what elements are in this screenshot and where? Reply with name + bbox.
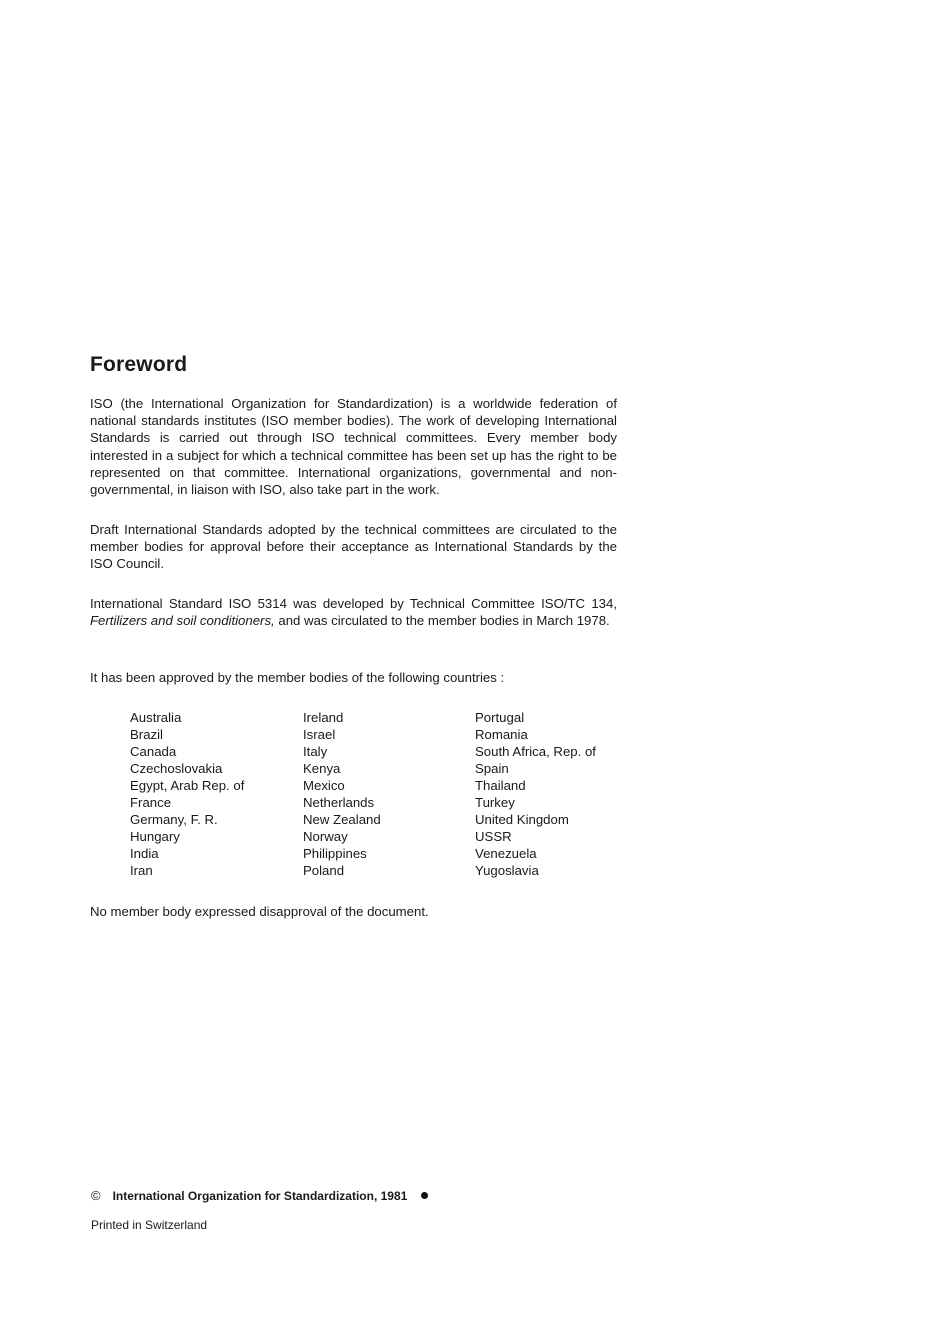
country-item: Ireland — [303, 710, 344, 725]
country-item: Turkey — [475, 795, 515, 810]
paragraph3-text-end: and was circulated to the member bodies in March 1978. — [278, 613, 610, 629]
country-item: New Zealand — [303, 812, 381, 827]
country-item: Germany, F. R. — [130, 812, 218, 827]
foreword-paragraph-no-disapproval: No member body expressed disapproval of the document. — [90, 904, 429, 919]
country-item: France — [130, 795, 172, 810]
foreword-paragraph-iso-intro: ISO (the International Organization for Standardization) is a worldwide federation of national standards institutes (ISO member bodies). The work of developing International Standards is carried out through ISO technical committees. Every member body interested in a subject for which a technical committee has been set up has the right to be represented on that committee. International organizations, governmental and non-governmental, in liaison with ISO, also take part in the work. — [90, 396, 617, 498]
printed-in-note: Printed in Switzerland — [91, 1218, 208, 1232]
countries-column-1 — [130, 709, 300, 879]
country-item: Thailand — [475, 778, 526, 793]
country-item: Norway — [303, 829, 348, 844]
country-item: Netherlands — [303, 795, 375, 810]
countries-column-3 — [475, 709, 645, 879]
country-item: India — [130, 846, 159, 861]
committee-subject-title: Fertilizers and soil conditioners, — [90, 613, 275, 629]
country-item: United Kingdom — [475, 812, 569, 827]
country-item: Iran — [130, 863, 153, 878]
country-item: Australia — [130, 710, 182, 725]
bullet-icon — [421, 1192, 428, 1199]
country-item: Yugoslavia — [475, 863, 539, 878]
country-item: Israel — [303, 727, 336, 742]
country-item: Spain — [475, 761, 509, 776]
foreword-heading: Foreword — [90, 353, 188, 376]
country-item: Italy — [303, 744, 328, 759]
country-item: Egypt, Arab Rep. of — [130, 778, 245, 793]
countries-column-2 — [303, 709, 473, 879]
country-item: South Africa, Rep. of — [475, 744, 596, 759]
foreword-paragraph-approval: It has been approved by the member bodies of the following countries : — [90, 670, 505, 685]
country-item: Portugal — [475, 710, 525, 725]
country-item: Czechoslovakia — [130, 761, 223, 776]
country-item: Canada — [130, 744, 177, 759]
country-item: Mexico — [303, 778, 345, 793]
copyright-text: International Organization for Standardization, 1981 — [112, 1189, 408, 1203]
foreword-paragraph-draft-standards: Draft International Standards adopted by the technical committees are circulated to the member bodies for approval before their acceptance as International Standards by the ISO Council. — [90, 522, 617, 572]
copyright-icon: © — [91, 1188, 101, 1203]
country-item: Brazil — [130, 727, 163, 742]
copyright-line — [91, 1188, 428, 1203]
country-item: Poland — [303, 863, 345, 878]
country-item: USSR — [475, 829, 512, 844]
country-item: Kenya — [303, 761, 341, 776]
paragraph3-text-start: International Standard ISO 5314 was developed by Technical Committee ISO/TC 134, — [90, 596, 617, 611]
country-item: Philippines — [303, 846, 367, 861]
country-item: Hungary — [130, 829, 180, 844]
foreword-paragraph-iso-5314 — [90, 595, 617, 629]
country-item: Venezuela — [475, 846, 537, 861]
country-item: Romania — [475, 727, 528, 742]
